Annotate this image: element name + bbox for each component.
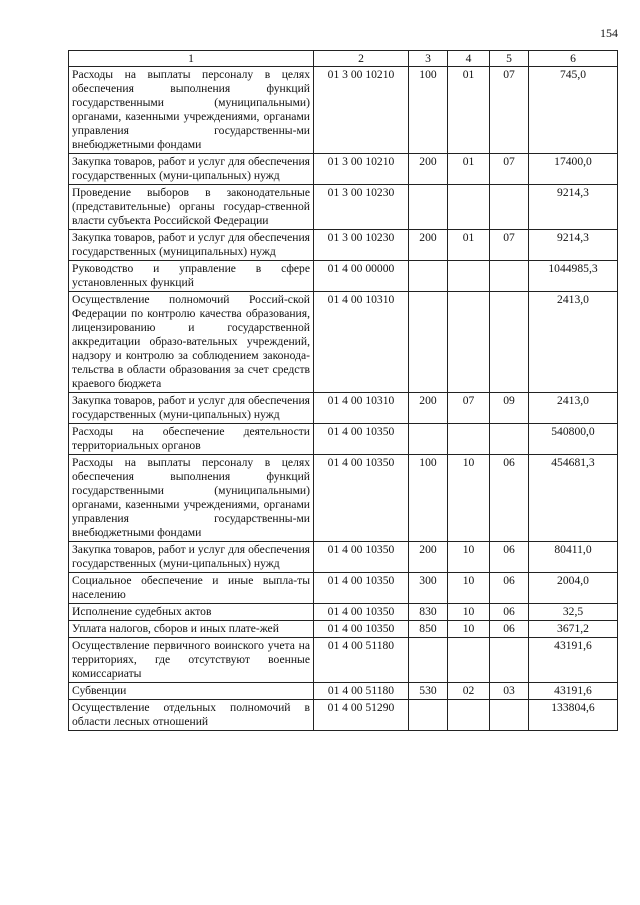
amount-cell: 2413,0 xyxy=(529,292,618,393)
page-number: 154 xyxy=(600,26,618,40)
expense-type-cell: 300 xyxy=(409,573,448,604)
expense-name-cell: Социальное обеспечение и иные выпла-ты населению xyxy=(69,573,314,604)
expense-type-cell xyxy=(409,292,448,393)
section-cell: 10 xyxy=(448,455,490,542)
subsection-cell: 06 xyxy=(490,621,529,638)
target-article-cell: 01 4 00 10350 xyxy=(314,621,409,638)
table-row xyxy=(69,185,618,230)
target-article-cell: 01 3 00 10210 xyxy=(314,67,409,154)
table-row xyxy=(69,700,618,731)
section-cell xyxy=(448,424,490,455)
table-row xyxy=(69,67,618,154)
subsection-cell: 06 xyxy=(490,542,529,573)
table-row xyxy=(69,604,618,621)
expense-name-cell: Закупка товаров, работ и услуг для обеспечения государственных (муни-ципальных) нужд xyxy=(69,393,314,424)
table-body xyxy=(69,67,618,731)
budget-table xyxy=(68,50,618,731)
expense-type-cell: 200 xyxy=(409,393,448,424)
amount-cell: 454681,3 xyxy=(529,455,618,542)
target-article-cell: 01 4 00 10310 xyxy=(314,292,409,393)
section-cell xyxy=(448,700,490,731)
expense-type-cell: 100 xyxy=(409,455,448,542)
expense-name-cell: Руководство и управление в сфере установленных функций xyxy=(69,261,314,292)
target-article-cell: 01 4 00 10350 xyxy=(314,542,409,573)
expense-name-cell: Расходы на выплаты персоналу в целях обеспечения выполнения функций государственными (муниципальными) органами, казенными учреждениями, органами управления государственны-ми внебюджетными фондами xyxy=(69,455,314,542)
section-cell xyxy=(448,261,490,292)
amount-cell: 133804,6 xyxy=(529,700,618,731)
expense-name-cell: Расходы на обеспечение деятельности территориальных органов xyxy=(69,424,314,455)
table-row xyxy=(69,573,618,604)
subsection-cell xyxy=(490,700,529,731)
expense-type-cell: 830 xyxy=(409,604,448,621)
expense-name-cell: Расходы на выплаты персоналу в целях обеспечения выполнения функций государственными (муниципальными) органами, казенными учреждениями, органами управления государственны-ми внебюджетными фондами xyxy=(69,67,314,154)
target-article-cell: 01 4 00 51180 xyxy=(314,683,409,700)
section-cell: 10 xyxy=(448,621,490,638)
table-row xyxy=(69,621,618,638)
table-row xyxy=(69,424,618,455)
expense-type-cell xyxy=(409,638,448,683)
table-row xyxy=(69,638,618,683)
section-cell: 10 xyxy=(448,542,490,573)
subsection-cell: 07 xyxy=(490,154,529,185)
expense-name-cell: Закупка товаров, работ и услуг для обеспечения государственных (муни-ципальных) нужд xyxy=(69,154,314,185)
header-cell-3: 3 xyxy=(409,51,448,67)
expense-type-cell: 530 xyxy=(409,683,448,700)
table-row xyxy=(69,261,618,292)
amount-cell: 43191,6 xyxy=(529,683,618,700)
subsection-cell: 07 xyxy=(490,230,529,261)
subsection-cell: 06 xyxy=(490,604,529,621)
target-article-cell: 01 4 00 10310 xyxy=(314,393,409,424)
amount-cell: 9214,3 xyxy=(529,185,618,230)
amount-cell: 540800,0 xyxy=(529,424,618,455)
expense-name-cell: Закупка товаров, работ и услуг для обеспечения государственных (муниципальных) нужд xyxy=(69,230,314,261)
table-row xyxy=(69,542,618,573)
target-article-cell: 01 4 00 51180 xyxy=(314,638,409,683)
target-article-cell: 01 3 00 10210 xyxy=(314,154,409,185)
subsection-cell xyxy=(490,292,529,393)
table-row xyxy=(69,292,618,393)
expense-name-cell: Осуществление первичного воинского учета на территориях, где отсутствуют военные комиссариаты xyxy=(69,638,314,683)
expense-name-cell: Субвенции xyxy=(69,683,314,700)
amount-cell: 3671,2 xyxy=(529,621,618,638)
table-row xyxy=(69,230,618,261)
header-cell-6: 6 xyxy=(529,51,618,67)
target-article-cell: 01 4 00 10350 xyxy=(314,455,409,542)
expense-name-cell: Осуществление отдельных полномочий в области лесных отношений xyxy=(69,700,314,731)
header-cell-4: 4 xyxy=(448,51,490,67)
section-cell: 07 xyxy=(448,393,490,424)
expense-type-cell: 200 xyxy=(409,230,448,261)
expense-name-cell: Закупка товаров, работ и услуг для обеспечения государственных (муни-ципальных) нужд xyxy=(69,542,314,573)
expense-type-cell xyxy=(409,185,448,230)
expense-type-cell xyxy=(409,424,448,455)
target-article-cell: 01 4 00 10350 xyxy=(314,604,409,621)
expense-type-cell xyxy=(409,261,448,292)
section-cell: 02 xyxy=(448,683,490,700)
amount-cell: 1044985,3 xyxy=(529,261,618,292)
expense-type-cell: 200 xyxy=(409,154,448,185)
header-cell-1: 1 xyxy=(69,51,314,67)
target-article-cell: 01 4 00 51290 xyxy=(314,700,409,731)
expense-name-cell: Проведение выборов в законодательные (представительные) органы государ-ственной власти субъекта Российской Федерации xyxy=(69,185,314,230)
header-cell-2: 2 xyxy=(314,51,409,67)
target-article-cell: 01 4 00 00000 xyxy=(314,261,409,292)
subsection-cell xyxy=(490,424,529,455)
amount-cell: 9214,3 xyxy=(529,230,618,261)
target-article-cell: 01 4 00 10350 xyxy=(314,573,409,604)
table-row xyxy=(69,683,618,700)
section-cell xyxy=(448,638,490,683)
amount-cell: 2413,0 xyxy=(529,393,618,424)
section-cell: 01 xyxy=(448,67,490,154)
target-article-cell: 01 3 00 10230 xyxy=(314,230,409,261)
subsection-cell: 09 xyxy=(490,393,529,424)
amount-cell: 43191,6 xyxy=(529,638,618,683)
target-article-cell: 01 4 00 10350 xyxy=(314,424,409,455)
expense-type-cell: 200 xyxy=(409,542,448,573)
section-cell: 01 xyxy=(448,230,490,261)
header-cell-5: 5 xyxy=(490,51,529,67)
subsection-cell xyxy=(490,261,529,292)
amount-cell: 80411,0 xyxy=(529,542,618,573)
table-row xyxy=(69,455,618,542)
target-article-cell: 01 3 00 10230 xyxy=(314,185,409,230)
section-cell: 01 xyxy=(448,154,490,185)
table-row xyxy=(69,154,618,185)
subsection-cell: 06 xyxy=(490,455,529,542)
amount-cell: 745,0 xyxy=(529,67,618,154)
section-cell: 10 xyxy=(448,604,490,621)
subsection-cell: 07 xyxy=(490,67,529,154)
amount-cell: 32,5 xyxy=(529,604,618,621)
expense-name-cell: Исполнение судебных актов xyxy=(69,604,314,621)
section-cell xyxy=(448,292,490,393)
header-row xyxy=(69,51,618,67)
expense-name-cell: Осуществление полномочий Россий-ской Федерации по контролю качества образования, лицензированию и государственной аккредитации образо-вательных учреждений, надзору и контролю за соблюдением законода-тельства в области образования за счет средств краевого бюджета xyxy=(69,292,314,393)
expense-type-cell: 100 xyxy=(409,67,448,154)
table-row xyxy=(69,393,618,424)
subsection-cell xyxy=(490,185,529,230)
subsection-cell: 06 xyxy=(490,573,529,604)
section-cell: 10 xyxy=(448,573,490,604)
subsection-cell: 03 xyxy=(490,683,529,700)
amount-cell: 17400,0 xyxy=(529,154,618,185)
amount-cell: 2004,0 xyxy=(529,573,618,604)
expense-name-cell: Уплата налогов, сборов и иных плате-жей xyxy=(69,621,314,638)
expense-type-cell xyxy=(409,700,448,731)
section-cell xyxy=(448,185,490,230)
expense-type-cell: 850 xyxy=(409,621,448,638)
subsection-cell xyxy=(490,638,529,683)
